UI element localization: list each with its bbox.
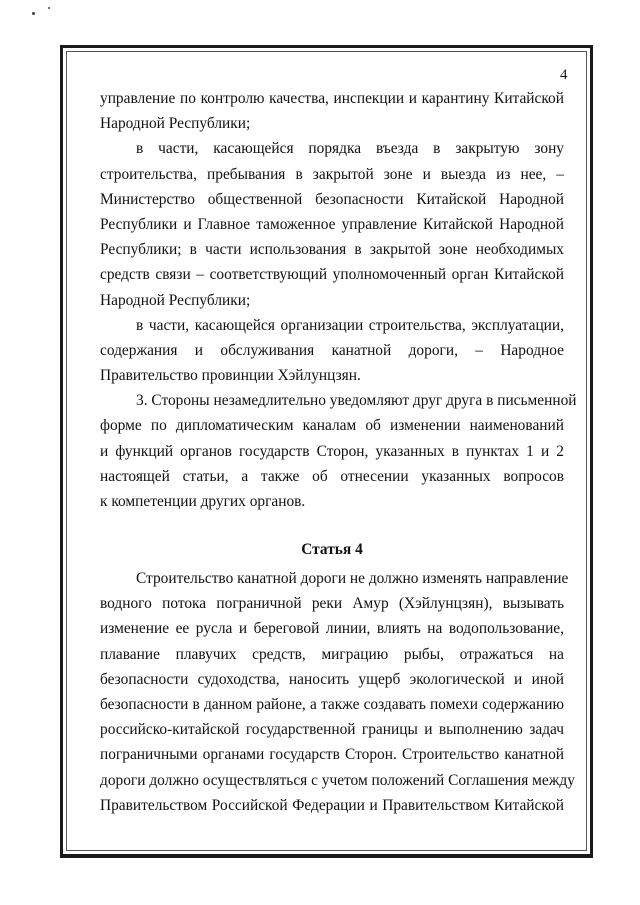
text-line: и функций органов государств Сторон, указанных в пунктах 1 и 2 xyxy=(100,442,564,460)
body-text-block-2 xyxy=(100,566,575,818)
text-line: дороги должно осуществляться с учетом положений Соглашения между xyxy=(100,771,575,789)
text-line: в части, касающейся порядка въезда в закрытую зону xyxy=(136,140,564,158)
text-line: 3. Стороны незамедлительно уведомляют друг друга в письменной xyxy=(136,392,577,410)
text-line: Республики; в части использования в закрытой зоне необходимых xyxy=(100,241,564,259)
text-line: водного потока пограничной реки Амур (Хэйлунцзян), вызывать xyxy=(100,595,564,613)
text-line: Республики и Главное таможенное управление Китайской Народной xyxy=(100,215,564,233)
text-line: пограничными органами государств Сторон. Строительство канатной xyxy=(100,746,564,764)
text-line: настоящей статьи, а также об отнесении указанных вопросов xyxy=(100,467,564,485)
scan-speck xyxy=(32,12,35,15)
text-line: российско-китайской государственной границы и выполнению задач xyxy=(100,721,564,739)
text-line: Правительство провинции Хэйлунцзян. xyxy=(100,367,361,385)
text-line: строительства, пребывания в закрытой зоне и выезда из нее, – xyxy=(100,165,564,183)
text-line: безопасности в данном районе, а также создавать помехи содержанию xyxy=(100,695,564,713)
text-line: изменение ее русла и береговой линии, влиять на водопользование, xyxy=(100,620,564,638)
text-line: Народной Республики; xyxy=(100,115,251,133)
body-text-block-1 xyxy=(100,86,577,514)
text-line: Народной Республики; xyxy=(100,291,251,309)
text-line: управление по контролю качества, инспекции и карантину Китайской xyxy=(100,90,564,107)
text-line: безопасности судоходства, наносить ущерб экологической и иной xyxy=(100,670,564,688)
page-number: 4 xyxy=(560,67,568,83)
scan-speck xyxy=(48,7,50,9)
text-line: форме по дипломатическим каналам об изменении наименований xyxy=(100,417,564,435)
text-line: плавание плавучих средств, миграцию рыбы, отражаться на xyxy=(100,645,564,663)
text-line: содержания и обслуживания канатной дороги, – Народное xyxy=(100,341,564,359)
article-heading: Статья 4 xyxy=(301,541,363,558)
text-line: средств связи – соответствующий уполномоченный орган Китайской xyxy=(100,266,564,284)
text-line: Министерство общественной безопасности Китайской Народной xyxy=(100,190,564,208)
text-line: к компетенции других органов. xyxy=(100,493,306,510)
text-line: Правительством Российской Федерации и Правительством Китайской xyxy=(100,796,564,814)
text-line: в части, касающейся организации строительства, эксплуатации, xyxy=(136,316,564,334)
text-line: Строительство канатной дороги не должно изменять направление xyxy=(136,570,569,587)
